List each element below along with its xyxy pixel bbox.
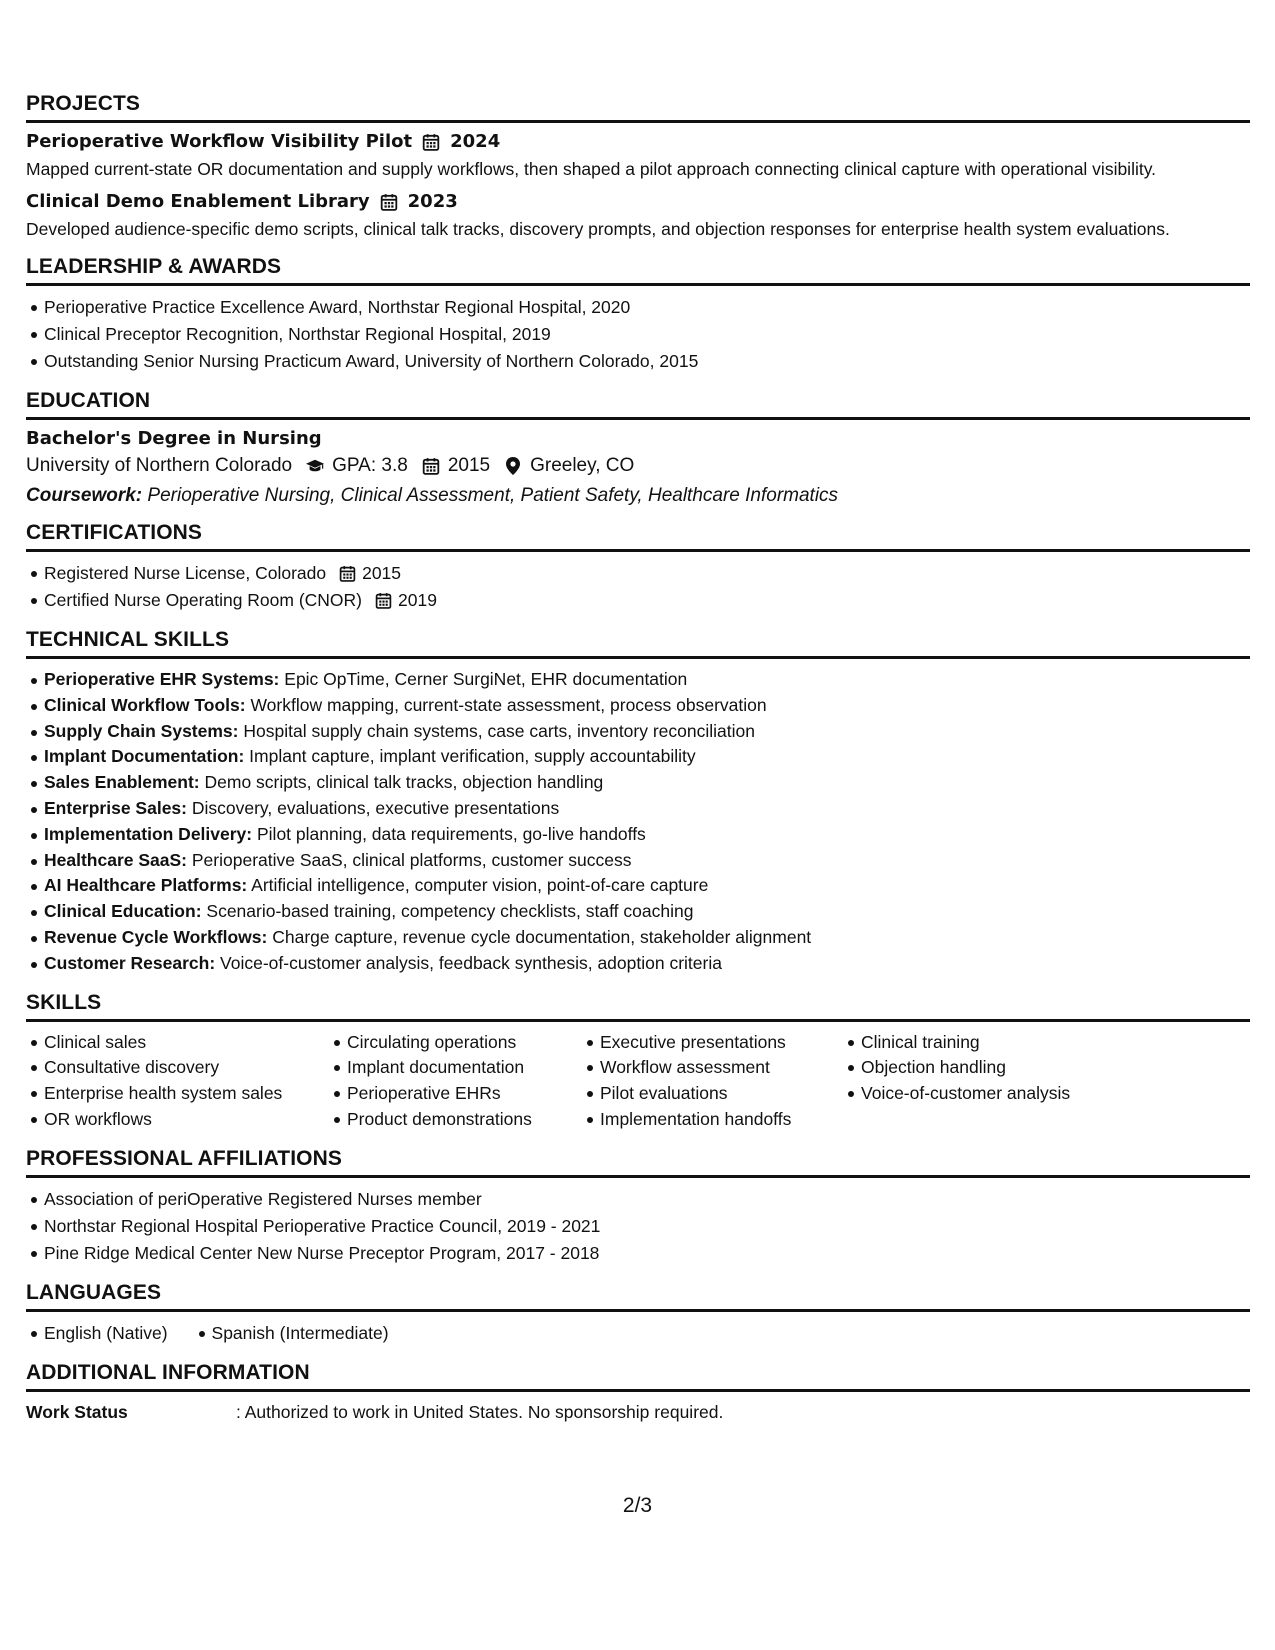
page-number: 2/3 xyxy=(622,1494,653,1517)
project-year: 2024 xyxy=(450,131,501,152)
project-item xyxy=(26,191,1250,241)
work-status-label: Work Status xyxy=(26,1401,128,1422)
skill-category: Revenue Cycle Workflows: xyxy=(44,926,268,947)
list-item: Objection handling xyxy=(861,1055,1161,1081)
list-item: Perioperative EHRs xyxy=(347,1081,582,1107)
education-section xyxy=(26,389,1250,507)
list-item xyxy=(44,796,1250,822)
skill-category: Enterprise Sales: xyxy=(44,797,187,818)
projects-section xyxy=(26,92,1250,241)
skill-values: Artificial intelligence, computer vision, point-of-care capture xyxy=(251,875,709,896)
skill-category: Customer Research: xyxy=(44,952,216,973)
list-item: Association of periOperative Registered Nurses member xyxy=(44,1186,1250,1213)
list-item xyxy=(44,587,1250,614)
skills-section xyxy=(26,991,1250,1133)
list-item: Voice-of-customer analysis xyxy=(861,1081,1161,1107)
skill-category: Clinical Education: xyxy=(44,901,202,922)
list-item xyxy=(44,667,1250,693)
map-pin-icon xyxy=(504,457,522,475)
skill-category: Perioperative EHR Systems: xyxy=(44,669,280,689)
list-item xyxy=(44,925,1250,951)
list-item: Outstanding Senior Nursing Practicum Award, University of Northern Colorado, 2015 xyxy=(44,348,1250,375)
list-item: Spanish (Intermediate) xyxy=(212,1320,389,1347)
skill-values: Implant capture, implant verification, supply accountability xyxy=(249,746,696,767)
project-description: Mapped current-state OR documentation and supply workflows, then shaped a pilot approach connecting clinical capture with operational visibility. xyxy=(26,159,1157,179)
list-item: Enterprise health system sales xyxy=(44,1081,329,1107)
list-item: Pilot evaluations xyxy=(600,1081,843,1107)
coursework-list: Perioperative Nursing, Clinical Assessment, Patient Safety, Healthcare Informatics xyxy=(147,485,839,506)
skill-values: Discovery, evaluations, executive presentations xyxy=(191,797,560,818)
work-status-row xyxy=(26,1400,1250,1424)
list-item: Clinical sales xyxy=(44,1030,329,1056)
section-title: EDUCATION xyxy=(26,389,1250,420)
skill-category: Healthcare SaaS: xyxy=(44,849,187,870)
skill-values: Perioperative SaaS, clinical platforms, customer success xyxy=(191,849,632,870)
awards-section xyxy=(26,255,1250,375)
skills-grid xyxy=(26,1030,1250,1133)
resume-page xyxy=(26,92,1250,1438)
list-item: Clinical Preceptor Recognition, Northstar Regional Hospital, 2019 xyxy=(44,321,1250,348)
calendar-icon xyxy=(380,193,398,211)
project-name: Perioperative Workflow Visibility Pilot xyxy=(26,131,413,152)
certification-year: 2019 xyxy=(398,590,437,610)
section-title: LEADERSHIP & AWARDS xyxy=(26,255,1250,286)
gpa: GPA: 3.8 xyxy=(332,455,408,476)
list-item xyxy=(44,560,1250,587)
project-name: Clinical Demo Enablement Library xyxy=(26,191,370,212)
languages-section xyxy=(26,1281,1250,1347)
additional-info-section xyxy=(26,1361,1250,1424)
school-location: Greeley, CO xyxy=(530,455,635,476)
skills-column xyxy=(582,1030,843,1133)
skill-values: Workflow mapping, current-state assessment, process observation xyxy=(250,694,767,715)
certification-year: 2015 xyxy=(362,563,402,583)
project-year: 2023 xyxy=(407,191,458,212)
calendar-icon xyxy=(422,133,440,151)
list-item: Northstar Regional Hospital Perioperative Practice Council, 2019 - 2021 xyxy=(44,1213,1250,1240)
skill-category: AI Healthcare Platforms: xyxy=(44,875,248,896)
section-title: TECHNICAL SKILLS xyxy=(26,628,1250,659)
skills-column xyxy=(843,1030,1161,1133)
section-title: SKILLS xyxy=(26,991,1250,1022)
skill-values: Hospital supply chain systems, case carts, inventory reconciliation xyxy=(243,720,755,741)
section-title: CERTIFICATIONS xyxy=(26,521,1250,552)
list-item: Clinical training xyxy=(861,1030,1161,1056)
list-item xyxy=(44,822,1250,848)
languages-list xyxy=(26,1320,389,1347)
project-description: Developed audience-specific demo scripts, clinical talk tracks, discovery prompts, and objection responses for enterprise health system evaluations. xyxy=(26,219,1170,239)
section-title: ADDITIONAL INFORMATION xyxy=(26,1361,1250,1392)
section-title: LANGUAGES xyxy=(26,1281,1250,1312)
list-item: Consultative discovery xyxy=(44,1055,329,1081)
list-item: Perioperative Practice Excellence Award, Northstar Regional Hospital, 2020 xyxy=(44,294,1250,321)
technical-skills-section xyxy=(26,628,1250,977)
skill-values: Demo scripts, clinical talk tracks, objection handling xyxy=(204,772,604,793)
list-item xyxy=(44,951,1250,977)
section-title: PROJECTS xyxy=(26,92,1250,123)
list-item: Workflow assessment xyxy=(600,1055,843,1081)
school-name: University of Northern Colorado xyxy=(26,455,293,476)
affiliations-section xyxy=(26,1147,1250,1267)
technical-skills-list xyxy=(26,667,1250,977)
certifications-list xyxy=(26,560,1250,614)
list-item xyxy=(44,873,1250,899)
list-item xyxy=(44,848,1250,874)
skill-values: Scenario-based training, competency checklists, staff coaching xyxy=(206,901,694,922)
skills-column xyxy=(329,1030,582,1133)
list-item: Implant documentation xyxy=(347,1055,582,1081)
skill-category: Clinical Workflow Tools: xyxy=(44,694,246,715)
list-item: Pine Ridge Medical Center New Nurse Preceptor Program, 2017 - 2018 xyxy=(44,1240,1250,1267)
certifications-section xyxy=(26,521,1250,614)
list-item xyxy=(44,744,1250,770)
section-title: PROFESSIONAL AFFILIATIONS xyxy=(26,1147,1250,1178)
affiliations-list xyxy=(26,1186,1250,1267)
skill-category: Sales Enablement: xyxy=(44,772,200,793)
calendar-icon xyxy=(422,457,440,475)
list-item xyxy=(44,693,1250,719)
list-item xyxy=(44,770,1250,796)
skill-category: Implementation Delivery: xyxy=(44,823,253,844)
certification-name: Certified Nurse Operating Room (CNOR) xyxy=(44,590,363,610)
skill-values: Voice-of-customer analysis, feedback synthesis, adoption criteria xyxy=(220,952,722,973)
list-item xyxy=(44,719,1250,745)
graduation-year: 2015 xyxy=(447,455,491,476)
list-item: Product demonstrations xyxy=(347,1107,582,1133)
coursework-label: Coursework: xyxy=(26,485,143,506)
education-details xyxy=(26,455,1250,477)
skill-values: Charge capture, revenue cycle documentation, stakeholder alignment xyxy=(272,926,812,947)
list-item: Circulating operations xyxy=(347,1030,582,1056)
certification-name: Registered Nurse License, Colorado xyxy=(44,563,327,583)
calendar-icon xyxy=(374,592,392,610)
skill-category: Supply Chain Systems: xyxy=(44,720,239,741)
graduation-cap-icon xyxy=(306,457,324,475)
calendar-icon xyxy=(338,565,356,583)
project-item xyxy=(26,131,1250,181)
skill-values: Epic OpTime, Cerner SurgiNet, EHR documentation xyxy=(284,669,688,689)
awards-list xyxy=(26,294,1250,375)
list-item: English (Native) xyxy=(44,1320,168,1347)
skill-category: Implant Documentation: xyxy=(44,746,245,767)
coursework xyxy=(26,485,1250,507)
skill-values: Pilot planning, data requirements, go-live handoffs xyxy=(257,823,646,844)
degree-title: Bachelor's Degree in Nursing xyxy=(26,428,322,449)
list-item: Implementation handoffs xyxy=(600,1107,843,1133)
list-item: OR workflows xyxy=(44,1107,329,1133)
skills-column xyxy=(26,1030,329,1133)
list-item xyxy=(44,899,1250,925)
list-item: Executive presentations xyxy=(600,1030,843,1056)
work-status-value: : Authorized to work in United States. No sponsorship required. xyxy=(236,1401,724,1422)
